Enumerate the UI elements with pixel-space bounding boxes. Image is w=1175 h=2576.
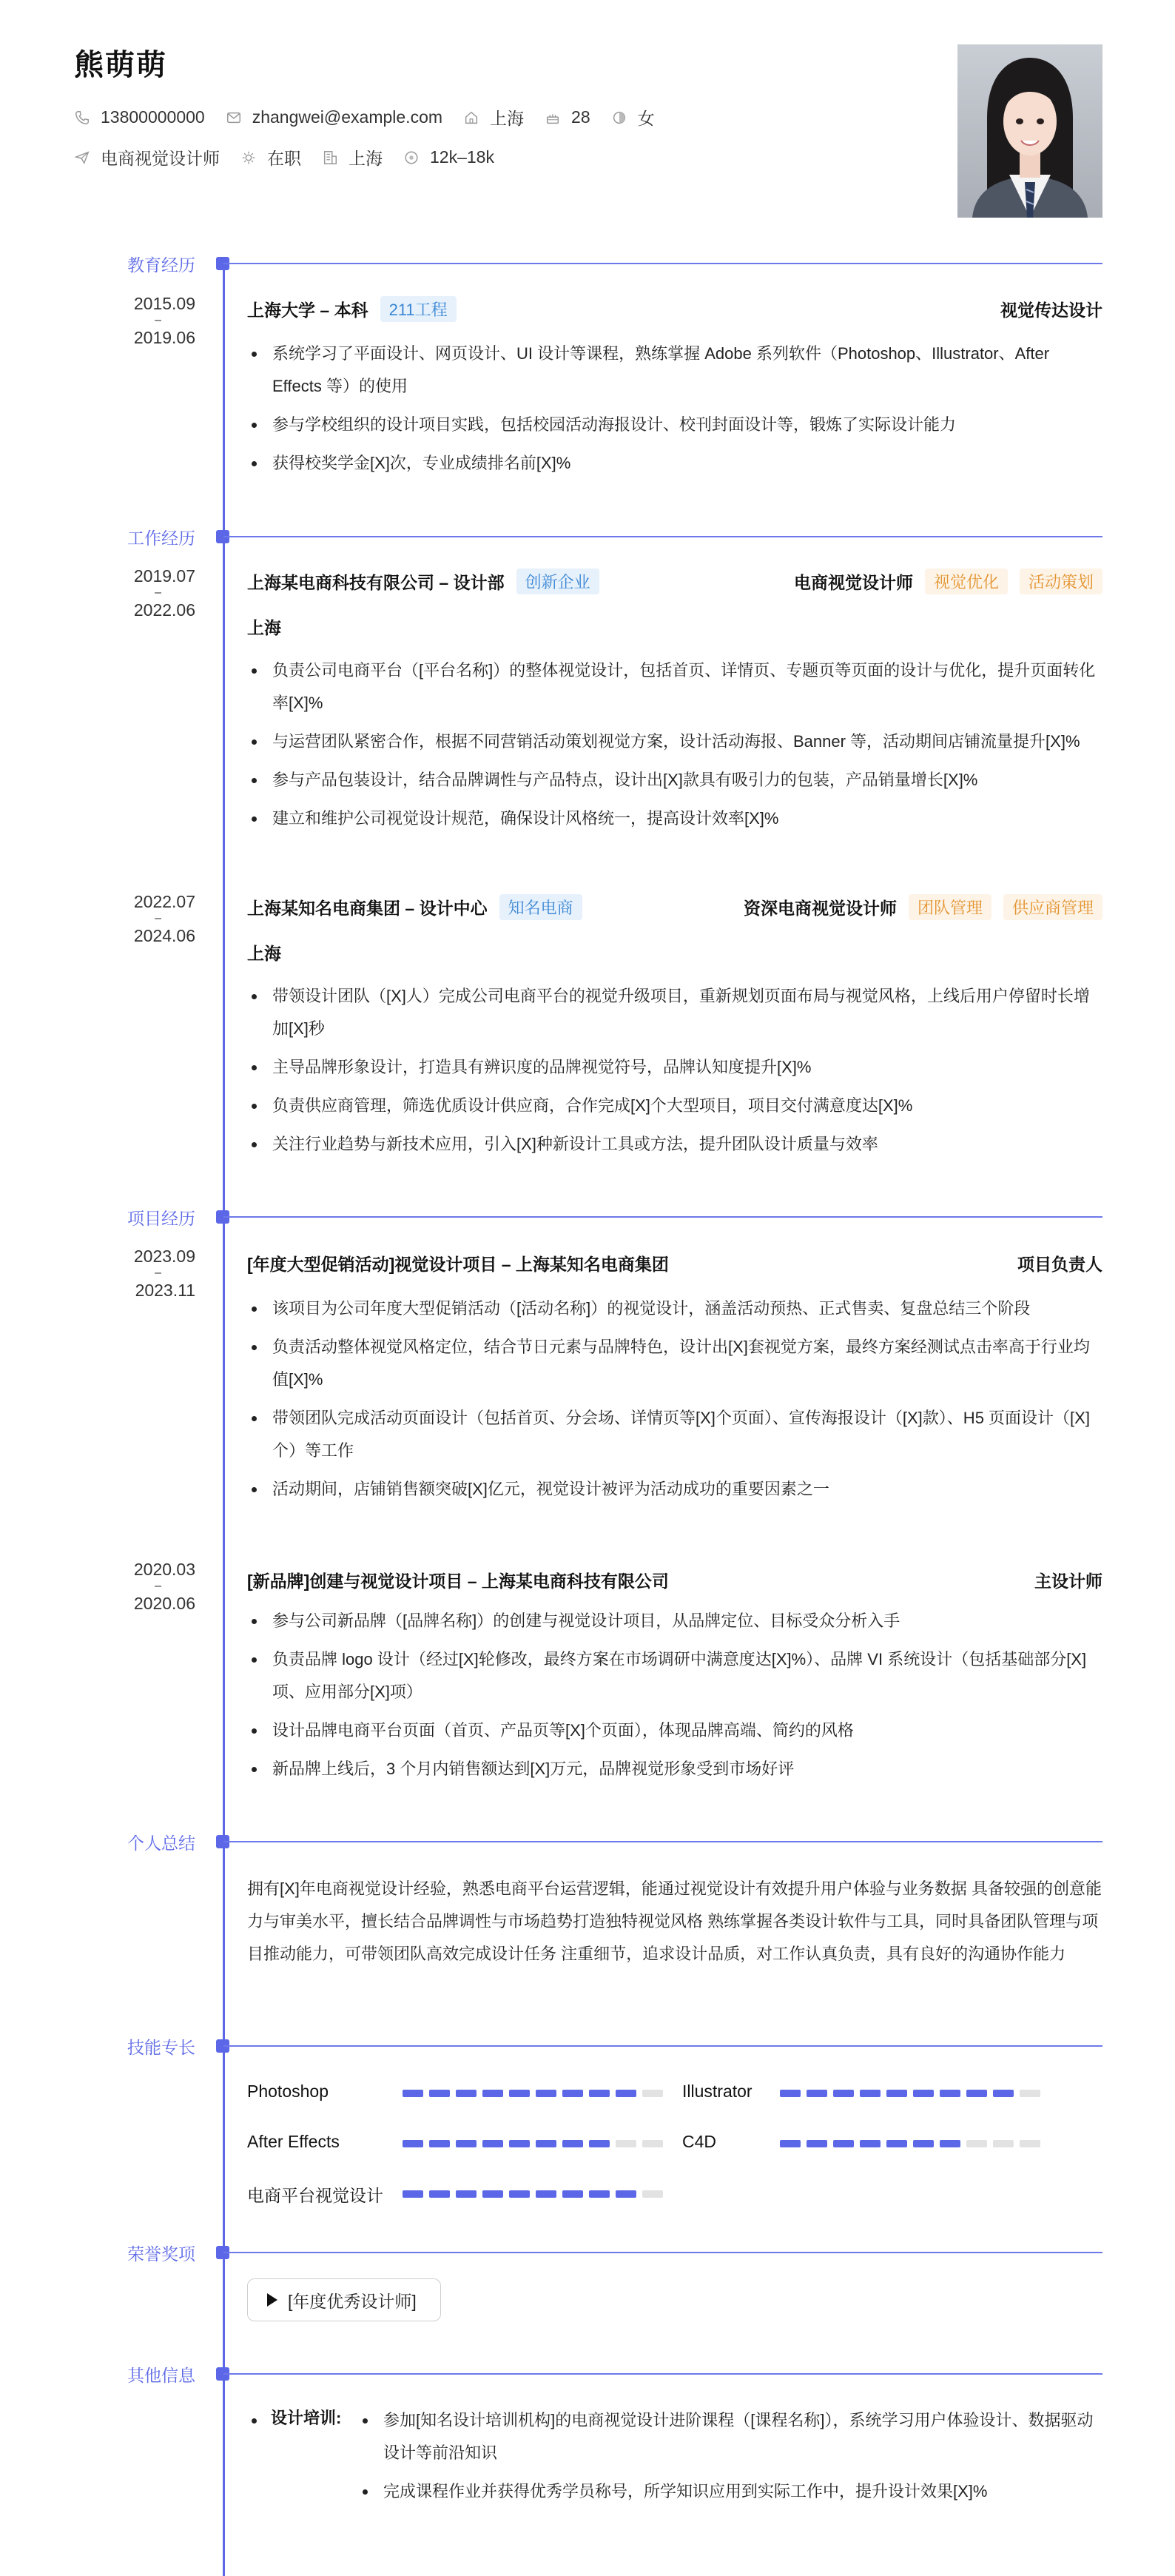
skill-bar <box>403 2140 669 2147</box>
date-end: 2023.11 <box>135 1281 195 1300</box>
salary-text: 12k–18k <box>430 147 494 167</box>
list-item: 参加[知名设计培训机构]的电商视觉设计进阶课程（[课程名称]），系统学习用户体验设计、数据驱动设计等前沿知识 <box>358 2404 1102 2469</box>
date-dash: – <box>155 314 161 326</box>
project-2-bullets <box>247 1605 1102 1791</box>
project-title: [新品牌]创建与视觉设计项目 – 上海某电商科技有限公司 <box>247 1572 669 1591</box>
skill-bar <box>780 2090 1046 2097</box>
phone-item <box>74 107 205 127</box>
project-1-header <box>247 1251 1102 1275</box>
date-end: 2022.06 <box>133 600 195 620</box>
profile-photo <box>957 44 1102 218</box>
list-item: 带领设计团队（[X]人）完成公司电商平台的视觉升级项目，重新规划页面布局与视觉风格，上线后用户停留时长增加[X]秒 <box>247 980 1102 1045</box>
send-icon <box>74 150 90 166</box>
skill-level-segment <box>886 2140 907 2147</box>
date-start: 2019.07 <box>133 566 195 586</box>
section-title-projects: 项目经历 <box>127 1209 195 1228</box>
date-start: 2023.09 <box>133 1247 195 1266</box>
skill-level-segment <box>833 2090 854 2097</box>
skill-level-segment <box>642 2190 663 2198</box>
skill-level-segment <box>642 2140 663 2147</box>
education-bullets <box>247 338 1102 486</box>
date-start: 2020.03 <box>133 1560 195 1579</box>
phone-icon <box>74 110 90 126</box>
work-1-header <box>247 568 1102 594</box>
section-title-awards: 荣誉奖项 <box>127 2244 195 2264</box>
company-name: 上海某知名电商集团 – 设计中心 <box>247 899 488 918</box>
work-2-city: 上海 <box>247 944 281 963</box>
date-end: 2020.06 <box>133 1594 195 1613</box>
job-title: 电商视觉设计师 <box>793 573 913 592</box>
skill-level-segment <box>429 2090 450 2097</box>
section-title-work: 工作经历 <box>127 529 195 548</box>
skill-level-segment <box>589 2190 610 2198</box>
company-tag: 创新企业 <box>516 568 599 594</box>
section-divider <box>223 2373 1102 2375</box>
training-bullets <box>358 2404 1102 2514</box>
section-divider <box>223 2045 1102 2047</box>
work-1-dates <box>121 564 195 622</box>
timeline-line <box>223 264 225 2576</box>
project-title: [年度大型促销活动]视觉设计项目 – 上海某知名电商集团 <box>247 1255 669 1274</box>
skill-name: After Effects <box>247 2132 340 2151</box>
gender-icon <box>611 110 627 126</box>
skill-level-segment <box>403 2140 423 2147</box>
skill-tag: 活动策划 <box>1020 568 1102 594</box>
skill-level-segment <box>913 2090 934 2097</box>
skill-level-segment <box>886 2090 907 2097</box>
skill-level-segment <box>833 2140 854 2147</box>
date-end: 2024.06 <box>133 926 195 945</box>
skill-tag: 供应商管理 <box>1003 894 1102 920</box>
skill-level-segment <box>482 2090 503 2097</box>
phone-text: 13800000000 <box>101 107 205 127</box>
skill-level-segment <box>509 2190 530 2198</box>
skill-level-segment <box>616 2190 636 2198</box>
skill-name: Photoshop <box>247 2082 329 2101</box>
skill-name: Illustrator <box>682 2082 753 2101</box>
job-title: 资深电商视觉设计师 <box>743 899 897 918</box>
skill-level-segment <box>589 2090 610 2097</box>
list-item: 建立和维护公司视觉设计规范，确保设计风格统一，提高设计效率[X]% <box>247 802 1102 835</box>
list-item: 负责公司电商平台（[平台名称]）的整体视觉设计，包括首页、详情页、专题页等页面的设计与优化，提升页面转化率[X]% <box>247 654 1102 720</box>
skill-level-segment <box>482 2140 503 2147</box>
list-item: 完成课程作业并获得优秀学员称号，所学知识应用到实际工作中，提升设计效果[X]% <box>358 2475 1102 2508</box>
skill-level-segment <box>456 2190 477 2198</box>
list-item: 新品牌上线后，3 个月内销售额达到[X]万元，品牌视觉形象受到市场好评 <box>247 1753 1102 1785</box>
list-item: 参与公司新品牌（[品牌名称]）的创建与视觉设计项目，从品牌定位、目标受众分析入手 <box>247 1605 1102 1637</box>
skill-bar <box>403 2190 669 2198</box>
date-dash: – <box>155 586 161 599</box>
skill-level-segment <box>1020 2090 1040 2097</box>
section-divider <box>223 1841 1102 1842</box>
education-header <box>247 296 1102 322</box>
section-divider <box>223 263 1102 264</box>
contact-row <box>74 105 676 130</box>
date-end: 2019.06 <box>133 328 195 347</box>
skill-tag: 视觉优化 <box>925 568 1008 594</box>
section-title-education: 教育经历 <box>127 255 195 275</box>
skill-level-segment <box>913 2140 934 2147</box>
skill-level-segment <box>642 2090 663 2097</box>
section-title-skills: 技能专长 <box>127 2038 195 2057</box>
skill-level-segment <box>536 2190 556 2198</box>
target-role-item <box>74 145 220 170</box>
skill-level-segment <box>780 2140 801 2147</box>
list-item: 与运营团队紧密合作，根据不同营销活动策划视觉方案，设计活动海报、Banner 等，活动期间店铺流量提升[X]% <box>247 725 1102 758</box>
building-icon <box>322 150 338 166</box>
skill-level-segment <box>403 2090 423 2097</box>
target-city-text: 上海 <box>349 149 383 168</box>
skill-level-segment <box>482 2190 503 2198</box>
section-divider <box>223 1216 1102 1218</box>
skill-level-segment <box>562 2190 583 2198</box>
skill-level-segment <box>807 2090 827 2097</box>
age-item <box>545 107 590 127</box>
skill-tag: 团队管理 <box>909 894 991 920</box>
work-2-header <box>247 894 1102 920</box>
list-item: 设计品牌电商平台页面（首页、产品页等[X]个页面），体现品牌高端、简约的风格 <box>247 1714 1102 1747</box>
status-item <box>240 145 301 170</box>
target-role-text: 电商视觉设计师 <box>101 149 220 168</box>
school-name: 上海大学 – 本科 <box>247 301 368 320</box>
project-role: 项目负责人 <box>1017 1255 1102 1274</box>
award-toggle[interactable] <box>247 2278 441 2321</box>
skill-level-segment <box>940 2140 960 2147</box>
list-item: 活动期间，店铺销售额突破[X]亿元，视觉设计被评为活动成功的重要因素之一 <box>247 1473 1102 1506</box>
job-intent-row <box>74 145 515 170</box>
home-icon <box>463 110 479 126</box>
skill-level-segment <box>780 2090 801 2097</box>
skill-level-segment <box>536 2090 556 2097</box>
target-city-item <box>322 145 383 170</box>
gender-text: 女 <box>637 109 655 128</box>
work-2-bullets <box>247 980 1102 1167</box>
skill-level-segment <box>993 2140 1014 2147</box>
date-dash: – <box>155 1267 161 1279</box>
list-item: 负责活动整体视觉风格定位，结合节日元素与品牌特色，设计出[X]套视觉方案，最终方案经测试点击率高于行业均值[X]% <box>247 1331 1102 1396</box>
project-role: 主设计师 <box>1034 1572 1102 1591</box>
date-dash: – <box>155 1580 161 1592</box>
list-item: 参与产品包装设计，结合品牌调性与产品特点，设计出[X]款具有吸引力的包装，产品销量增长[X]% <box>247 764 1102 796</box>
section-title-other: 其他信息 <box>127 2366 195 2385</box>
skill-level-segment <box>536 2140 556 2147</box>
location-text: 上海 <box>490 109 525 128</box>
candidate-name: 熊萌萌 <box>74 49 167 81</box>
school-tag: 211工程 <box>380 296 457 322</box>
status-text: 在职 <box>267 149 301 168</box>
skill-level-segment <box>940 2090 960 2097</box>
list-item: 参与学校组织的设计项目实践，包括校园活动海报设计、校刊封面设计等，锻炼了实际设计能力 <box>247 409 1102 441</box>
location-item <box>463 105 524 130</box>
skill-level-segment <box>966 2140 987 2147</box>
work-1-city: 上海 <box>247 618 281 637</box>
project-2-header <box>247 1568 1102 1592</box>
skill-name: C4D <box>682 2132 717 2151</box>
bullet-dot <box>252 2418 257 2424</box>
list-item: 该项目为公司年度大型促销活动（[活动名称]）的视觉设计，涵盖活动预热、正式售卖、复盘总结三个阶段 <box>247 1292 1102 1325</box>
gender-item <box>611 105 655 130</box>
salary-icon <box>403 150 420 166</box>
company-tag: 知名电商 <box>499 894 582 920</box>
list-item: 负责供应商管理，筛选优质设计供应商，合作完成[X]个大型项目，项目交付满意度达[X]% <box>247 1090 1102 1122</box>
list-item: 主导品牌形象设计，打造具有辨识度的品牌视觉符号，品牌认知度提升[X]% <box>247 1051 1102 1084</box>
list-item: 系统学习了平面设计、网页设计、UI 设计等课程，熟练掌握 Adobe 系列软件（Photoshop、Illustrator、After Effects 等）的使用 <box>247 338 1102 403</box>
mail-icon <box>226 110 242 126</box>
section-divider <box>223 536 1102 537</box>
age-icon <box>545 110 561 126</box>
section-divider <box>223 2252 1102 2253</box>
major-name: 视觉传达设计 <box>1000 301 1102 320</box>
skill-level-segment <box>456 2090 477 2097</box>
age-text: 28 <box>571 107 590 127</box>
email-text: zhangwei@example.com <box>252 107 443 127</box>
skill-level-segment <box>860 2090 881 2097</box>
skill-level-segment <box>616 2090 636 2097</box>
salary-item <box>403 147 494 167</box>
list-item: 负责品牌 logo 设计（经过[X]轮修改，最终方案在市场调研中满意度达[X]%）、品牌 VI 系统设计（包括基础部分[X]项、应用部分[X]项） <box>247 1643 1102 1708</box>
project-1-dates <box>121 1244 195 1302</box>
skill-level-segment <box>589 2140 610 2147</box>
date-dash: – <box>155 912 161 925</box>
list-item: 关注行业趋势与新技术应用，引入[X]种新设计工具或方法，提升团队设计质量与效率 <box>247 1128 1102 1161</box>
skill-level-segment <box>993 2090 1014 2097</box>
award-label: [年度优秀设计师] <box>288 2291 417 2311</box>
skill-name: 电商平台视觉设计 <box>247 2186 383 2205</box>
skill-level-segment <box>562 2090 583 2097</box>
skill-level-segment <box>509 2090 530 2097</box>
skill-level-segment <box>860 2140 881 2147</box>
date-start: 2015.09 <box>133 294 195 313</box>
skill-bar <box>780 2140 1046 2147</box>
skill-level-segment <box>509 2140 530 2147</box>
education-dates <box>121 292 195 349</box>
status-icon <box>240 150 257 166</box>
skill-level-segment <box>807 2140 827 2147</box>
work-2-dates <box>121 890 195 947</box>
skill-level-segment <box>966 2090 987 2097</box>
training-label: 设计培训: <box>271 2409 342 2427</box>
list-item: 获得校奖学金[X]次，专业成绩排名前[X]% <box>247 447 1102 480</box>
skill-level-segment <box>456 2140 477 2147</box>
skill-level-segment <box>403 2190 423 2198</box>
summary-text: 拥有[X]年电商视觉设计经验，熟悉电商平台运营逻辑，能通过视觉设计有效提升用户体验与业务数据 具备较强的创意能力与审美水平，擅长结合品牌调性与市场趋势打造独特视觉风格 熟练掌握各类设计软件与工具，同时具备团队管理与项目推动能力，可带领团队高效完成设计任务 注重细节，追求设计品质，对工作认真负责，具有良好的沟通协作能力 <box>247 1879 1102 1963</box>
skill-bar <box>403 2090 669 2097</box>
company-name: 上海某电商科技有限公司 – 设计部 <box>247 573 505 592</box>
skill-level-segment <box>562 2140 583 2147</box>
skill-level-segment <box>429 2190 450 2198</box>
skill-level-segment <box>616 2140 636 2147</box>
project-2-dates <box>121 1557 195 1615</box>
list-item: 带领团队完成活动页面设计（包括首页、分会场、详情页等[X]个页面）、宣传海报设计（[X]款）、H5 页面设计（[X]个）等工作 <box>247 1402 1102 1467</box>
play-icon <box>267 2293 277 2307</box>
date-start: 2022.07 <box>133 892 195 911</box>
project-1-bullets <box>247 1292 1102 1512</box>
skill-level-segment <box>1020 2140 1040 2147</box>
email-item <box>226 107 442 127</box>
section-title-summary: 个人总结 <box>127 1834 195 1853</box>
skill-level-segment <box>429 2140 450 2147</box>
work-1-bullets <box>247 654 1102 841</box>
